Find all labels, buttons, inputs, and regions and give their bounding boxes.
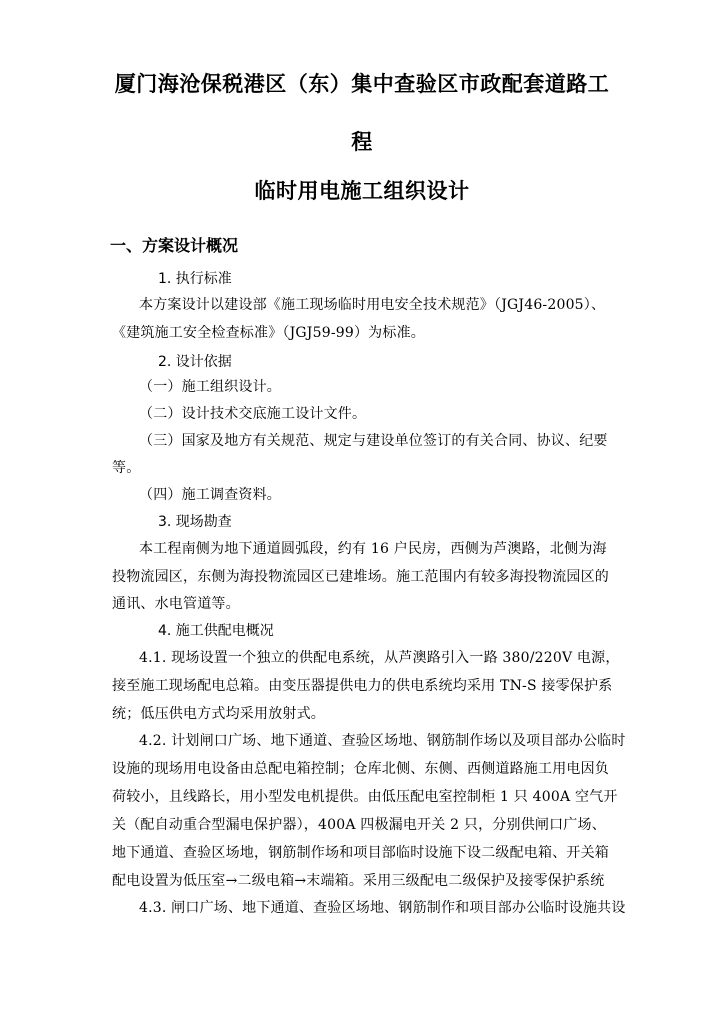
paragraph-line: 接至施工现场配电总箱。由变压器提供电力的供电系统均采用 TN-S 接零保护系 bbox=[112, 678, 613, 694]
paragraph-line: 4.1. 现场设置一个独立的供配电系统，从芦澳路引入一路 380/220V 电源， bbox=[139, 650, 620, 666]
paragraph-line: （三）国家及地方有关规范、规定与建设单位签订的有关合同、协议、纪要 bbox=[139, 433, 608, 449]
paragraph-line: 《建筑施工安全检查标准》（JGJ59-99）为标准。 bbox=[112, 325, 425, 341]
paragraph-line: （二）设计技术交底施工设计文件。 bbox=[139, 406, 367, 422]
paragraph-line: （一）施工组织设计。 bbox=[139, 379, 281, 395]
paragraph-line: 统；低压供电方式均采用放射式。 bbox=[112, 706, 325, 722]
paragraph-line: 本工程南侧为地下通道圆弧段，约有 16 户民房，西侧为芦澳路，北侧为海 bbox=[139, 541, 607, 557]
paragraph-line: 配电设置为低压室→二级电箱→末端箱。采用三级配电二级保护及接零保护系统 bbox=[112, 873, 605, 889]
title-line-3: 临时用电施工组织设计 bbox=[254, 179, 470, 203]
paragraph-line: 通讯、水电管道等。 bbox=[112, 596, 240, 612]
paragraph-line: 关（配自动重合型漏电保护器），400A 四极漏电开关 2 只，分别供闸口广场、 bbox=[112, 817, 606, 833]
paragraph-line: 设施的现场用电设备由总配电箱控制；仓库北侧、东侧、西侧道路施工用电因负 bbox=[112, 761, 609, 777]
paragraph-line: 地下通道、查验区场地，钢筋制作场和项目部临时设施下设二级配电箱、开关箱 bbox=[112, 845, 609, 861]
paragraph-line: 4.3. 闸口广场、地下通道、查验区场地、钢筋制作和项目部办公临时设施共设 bbox=[139, 900, 626, 916]
subsection-heading-3: 3. 现场勘查 bbox=[158, 514, 232, 530]
paragraph-line: 等。 bbox=[112, 460, 141, 476]
paragraph-line: 投物流园区，东侧为海投物流园区已建堆场。施工范围内有较多海投物流园区的 bbox=[112, 569, 609, 585]
title-line-2: 程 bbox=[351, 130, 373, 154]
subsection-heading-1: 1. 执行标准 bbox=[158, 271, 232, 287]
subsection-heading-2: 2. 设计依据 bbox=[158, 354, 232, 370]
section-heading: 一、方案设计概况 bbox=[110, 236, 239, 255]
paragraph-line: 荷较小，且线路长，用小型发电机提供。由低压配电室控制柜 1 只 400A 空气开 bbox=[112, 789, 618, 805]
title-line-1: 厦门海沧保税港区（东）集中查验区市政配套道路工 bbox=[114, 72, 610, 96]
paragraph-line: （四）施工调查资料。 bbox=[139, 487, 281, 503]
paragraph-line: 本方案设计以建设部《施工现场临时用电安全技术规范》（JGJ46-2005）、 bbox=[139, 297, 606, 313]
subsection-heading-4: 4. 施工供配电概况 bbox=[158, 623, 274, 639]
paragraph-line: 4.2. 计划闸口广场、地下通道、查验区场地、钢筋制作场以及项目部办公临时 bbox=[139, 733, 626, 749]
